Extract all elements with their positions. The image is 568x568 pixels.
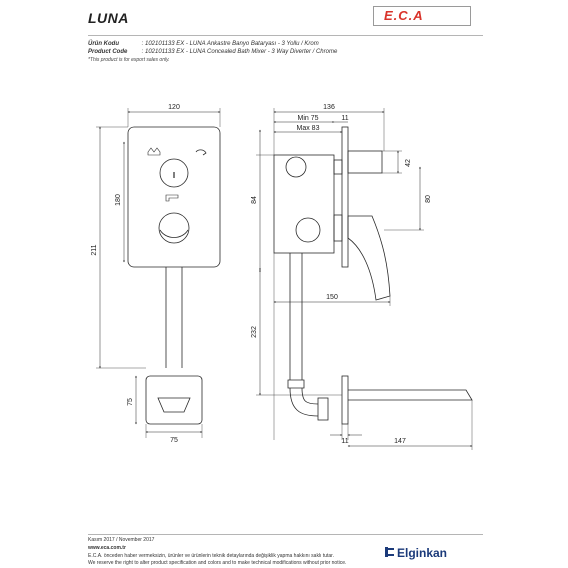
dim-front-height: 211 bbox=[91, 244, 98, 256]
dim-spout-height: 75 bbox=[127, 398, 134, 406]
dim-side-eleven: 11 bbox=[341, 115, 349, 122]
elginkan-logo-mark bbox=[385, 547, 394, 557]
dim-side-147: 147 bbox=[394, 438, 406, 445]
side-diverter-handle bbox=[348, 151, 382, 173]
handshower-icon-shape bbox=[196, 150, 206, 155]
footer-date: Kasım 2017 / November 2017 bbox=[88, 537, 155, 543]
front-spout-plate bbox=[146, 376, 202, 424]
urun-kodu-value: : 102101133 EX - LUNA Ankastre Banyo Bataryası - 3 Yollu / Krom bbox=[141, 41, 319, 47]
dim-side-total: 136 bbox=[323, 104, 335, 111]
side-top-cartridge bbox=[286, 157, 306, 177]
side-cover-plate bbox=[342, 127, 348, 267]
front-mixer-knob bbox=[159, 213, 189, 243]
eca-logo-text: E.C.A bbox=[384, 8, 424, 23]
dim-front-upper: 180 bbox=[115, 194, 122, 206]
side-mixer-lever bbox=[348, 216, 390, 300]
side-view bbox=[256, 108, 472, 450]
product-code-value: : 102101133 EX - LUNA Concealed Bath Mixer - 3 Way Diverter / Chrome bbox=[141, 49, 338, 55]
urun-kodu-label: Ürün Kodu bbox=[88, 41, 119, 47]
front-view bbox=[96, 108, 220, 438]
footer-disclaimer-tr: E.C.A. önceden haber vermeksizin, ürünler ve ürünlerin teknik detaylarında değişiklik yapma hakkını saklı tutar. bbox=[88, 553, 334, 559]
footer-disclaimer-en: We reserve the right to alter product specification and colors and to make technical modifications without prior notice. bbox=[88, 560, 347, 566]
dim-side-42: 42 bbox=[405, 159, 412, 167]
shower-icon-shape bbox=[148, 148, 160, 155]
footer-divider bbox=[88, 534, 483, 535]
tap-icon-shape bbox=[166, 195, 178, 201]
dim-side-bottom-eleven: 11 bbox=[341, 438, 349, 445]
side-bottom-cartridge bbox=[296, 218, 320, 242]
dim-side-max: Max 83 bbox=[296, 125, 320, 132]
front-cover-plate bbox=[128, 127, 220, 267]
side-spout bbox=[348, 390, 472, 400]
product-code-label: Product Code bbox=[88, 49, 128, 55]
export-note: *This product is for export sales only. bbox=[88, 57, 170, 63]
footer-website[interactable]: www.eca.com.tr bbox=[88, 545, 126, 551]
side-body bbox=[274, 155, 334, 253]
dim-side-80: 80 bbox=[425, 195, 432, 203]
elginkan-brand: Elginkan bbox=[397, 546, 448, 560]
side-spout-plate bbox=[342, 376, 348, 424]
dim-side-150: 150 bbox=[326, 294, 338, 301]
product-title: LUNA bbox=[88, 10, 129, 26]
dim-spout-width: 75 bbox=[170, 437, 178, 444]
dim-front-width: 120 bbox=[168, 104, 180, 111]
dim-side-84: 84 bbox=[251, 196, 258, 204]
dim-side-232: 232 bbox=[251, 326, 258, 338]
dim-side-min: Min 75 bbox=[297, 115, 319, 122]
